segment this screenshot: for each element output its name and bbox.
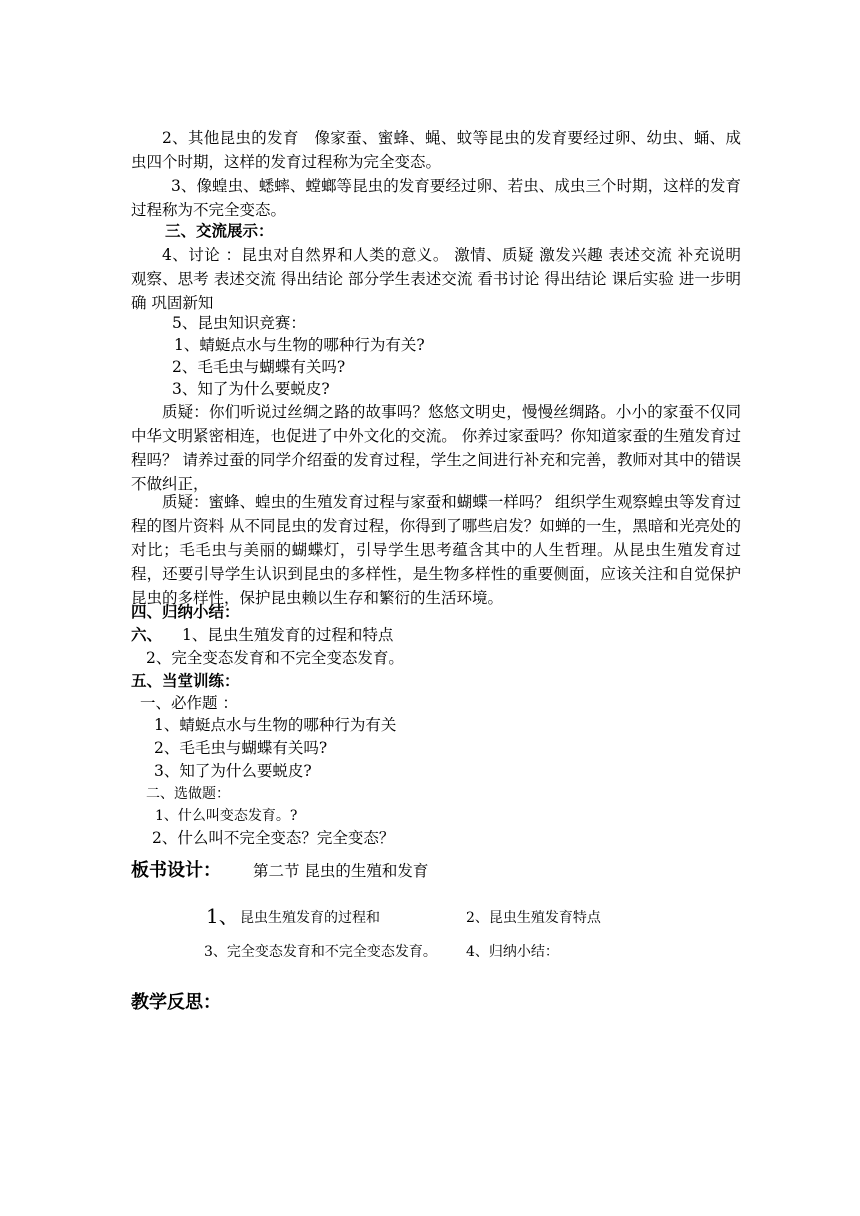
board-design-title: 第二节 昆虫的生殖和发育 <box>253 862 429 880</box>
optional-title: 二、选做题： <box>146 786 230 802</box>
section-title-summary: 四、归纳小结： <box>131 603 240 621</box>
optional-item: 2、什么叫不完全变态？完全变态？ <box>152 829 395 847</box>
contest-title: 5、昆虫知识竞赛： <box>172 314 306 332</box>
paragraph-complete-metamorphosis: 2、其他昆虫的发育 像家蚕、蜜蜂、蝇、蚊等昆虫的发育要经过卵、幼虫、蛹、成虫四个时期，这样的发育过程称为完全变态。 <box>131 129 741 171</box>
reflection-label: 教学反思： <box>131 992 221 1013</box>
contest-item: 2、毛毛虫与蝴蝶有关吗? <box>172 358 346 376</box>
required-item: 1、蜻蜓点水与生物的哪种行为有关 <box>154 716 397 734</box>
paragraph-question-silkworm: 质疑：你们听说过丝绸之路的故事吗？悠悠文明史，慢慢丝绸路。小小的家蚕不仅同中华文明紧密相连，也促进了中外文化的交流。 你养过家蚕吗？你知道家蚕的生殖发育过程吗？ 请养过蚕的同学介绍蚕的发育过程，学生之间进行补充和完善，教师对其中的错误不做纠正， <box>131 403 741 493</box>
board-item: 2、昆虫生殖发育特点 <box>466 910 601 926</box>
optional-item: 1、什么叫变态发育。? <box>155 808 298 824</box>
board-item: 4、归纳小结： <box>466 944 559 960</box>
contest-item: 3、知了为什么要蜕皮? <box>172 380 330 398</box>
required-title: 一、必作题 ： <box>140 694 238 712</box>
board-item: 昆虫生殖发育的过程和 <box>240 910 380 926</box>
board-item-number: 1、 <box>206 904 239 928</box>
section-title-exchange: 三、交流展示： <box>165 222 274 240</box>
section-title-practice: 五、当堂训练： <box>131 672 240 690</box>
paragraph-discussion: 4、讨论 ：昆虫对自然界和人类的意义。 激情、质疑 激发兴趣 表述交流 补充说明 观察、思考 表述交流 得出结论 部分学生表述交流 看书讨论 得出结论 课后实验 进一步明确 巩固新知 <box>131 246 741 312</box>
required-item: 3、知了为什么要蜕皮? <box>154 762 312 780</box>
board-item: 3、完全变态发育和不完全变态发育。 <box>204 944 437 960</box>
contest-item: 1、蜻蜓点水与生物的哪种行为有关? <box>174 336 425 354</box>
paragraph-incomplete-metamorphosis: 3、像蝗虫、蟋蟀、螳螂等昆虫的发育要经过卵、若虫、成虫三个时期，这样的发育过程称为不完全变态。 <box>131 177 741 219</box>
summary-prefix: 六、 <box>131 626 163 644</box>
required-item: 2、毛毛虫与蝴蝶有关吗? <box>154 739 328 757</box>
board-design-label: 板书设计： <box>131 860 221 881</box>
paragraph-question-locust: 质疑：蜜蜂、蝗虫的生殖发育过程与家蚕和蝴蝶一样吗？ 组织学生观察蝗虫等发育过程的图片资料 从不同昆虫的发育过程，你得到了哪些启发？如蝉的一生，黑暗和光亮处的对比；毛毛虫与美丽的蝴蝶灯，引导学生思考蕴含其中的人生哲理。从昆虫生殖发育过程，还要引导学生认识到昆虫的多样性，是生物多样性的重要侧面，应该关注和自觉保护昆虫的多样性，保护昆虫赖以生存和繁衍的生活环境。 <box>131 493 741 607</box>
summary-item: 1、昆虫生殖发育的过程和特点 <box>182 626 394 644</box>
summary-item: 2、完全变态发育和不完全变态发育。 <box>146 649 404 667</box>
